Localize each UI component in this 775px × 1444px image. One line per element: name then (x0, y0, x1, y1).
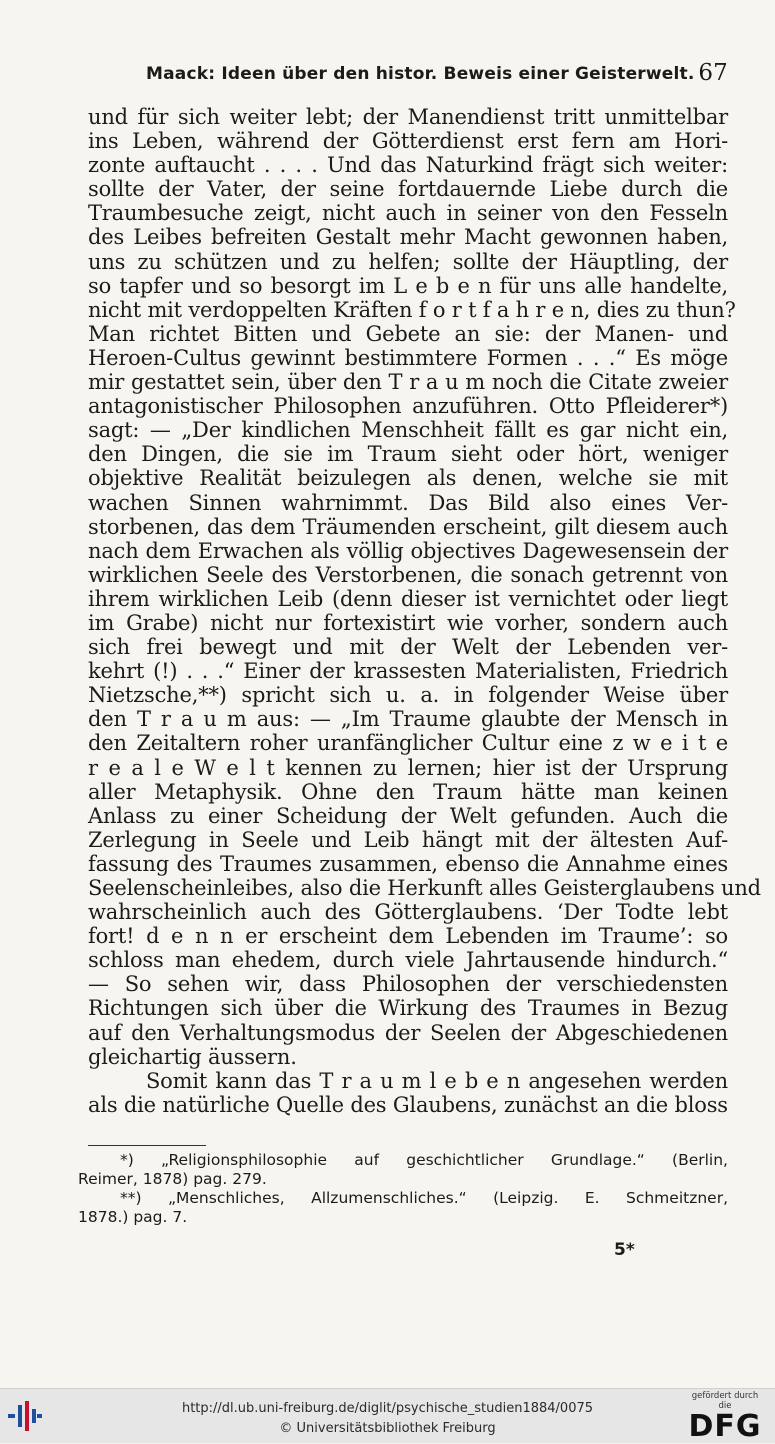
dfg-logo-text: DFG (688, 1409, 762, 1444)
text-line: Richtungen sich über die Wirkung des Traumes in Bezug (88, 996, 728, 1021)
footnote-line: 1878.) pag. 7. (78, 1208, 188, 1226)
dfg-logo (685, 1391, 765, 1444)
text-line: nach dem Erwachen als völlig objectives Dagewesensein der (88, 538, 728, 563)
text-line: wahrscheinlich auch des Götterglaubens. ‘Der Todte lebt (88, 900, 728, 925)
viewer-footer (0, 1388, 775, 1443)
dfg-tagline: gefördert durch die (691, 1391, 759, 1411)
text-line: r e a l e W e l t kennen zu lernen; hier ist der Ursprung (88, 755, 728, 780)
text-line: fassung des Traumes zusammen, ebenso die Annahme eines (88, 851, 728, 876)
text-line: antagonistischer Philosophen anzuführen. Otto Pfleiderer*) (88, 394, 728, 419)
text-line: Zerlegung in Seele und Leib hängt mit der ältesten Auf- (88, 827, 728, 852)
text-line: des Leibes befreiten Gestalt mehr Macht gewonnen haben, (88, 225, 728, 250)
text-line: nicht mit verdoppelten Kräften f o r t f a h r e n, dies zu thun? (88, 297, 736, 322)
running-title: Maack: Ideen über den histor. Beweis einer Geisterwelt. (146, 64, 695, 84)
permalink-url[interactable]: http://dl.ub.uni-freiburg.de/diglit/psychische_studien1884/0075 (181, 1401, 594, 1416)
running-header (88, 60, 728, 90)
text-line: storbenen, das dem Träumenden erscheint, gilt diesem auch (88, 514, 728, 539)
footnote-line: *) „Religionsphilosophie auf geschichtlicher Grundlage.“ (Berlin, (120, 1151, 728, 1169)
footnote-rule (88, 1145, 206, 1146)
text-line: so tapfer und so besorgt im L e b e n für uns alle handelte, (88, 273, 728, 298)
text-line: sich frei bewegt und mit der Welt der Lebenden ver- (88, 635, 728, 660)
text-line: wirklichen Seele des Verstorbenen, die sonach getrennt von (88, 562, 728, 587)
text-line: zonte auftaucht . . . . Und das Naturkind frägt sich weiter: (88, 153, 728, 178)
page-number: 67 (698, 60, 728, 86)
text-line: gleichartig äussern. (88, 1044, 297, 1069)
text-line: auf den Verhaltungsmodus der Seelen der Abgeschiedenen (88, 1020, 728, 1045)
text-line: aller Metaphysik. Ohne den Traum hätte man keinen (88, 779, 728, 804)
copyright-notice: © Universitätsbibliothek Freiburg (279, 1421, 496, 1436)
text-line: den Zeitaltern roher uranfänglicher Cultur eine z w e i t e (88, 731, 728, 756)
text-line: objektive Realität beizulegen als denen, welche sie mit (88, 466, 728, 491)
text-line: den T r a u m aus: — „Im Traume glaubte der Mensch in (88, 707, 728, 732)
text-line: Somit kann das T r a u m l e b e n angesehen werden (146, 1068, 728, 1093)
text-line: und für sich weiter lebt; der Manendienst tritt unmittelbar (88, 105, 728, 129)
footnotes (78, 1151, 728, 1227)
text-line: Traumbesuche zeigt, nicht auch in seiner von den Fesseln (88, 201, 728, 226)
text-line: als die natürliche Quelle des Glaubens, zunächst an die bloss (88, 1092, 728, 1117)
text-line: sagt: — „Der kindlichen Menschheit fällt es gar nicht ein, (88, 418, 728, 443)
text-line: im Grabe) nicht nur fortexistirt wie vorher, sondern auch (88, 610, 728, 635)
text-line: uns zu schützen und zu helfen; sollte der Häuptling, der (88, 249, 728, 274)
text-line: schloss man ehedem, durch viele Jahrtausende hindurch.“ (88, 948, 728, 973)
text-line: ins Leben, während der Götterdienst erst fern am Hori- (88, 129, 728, 154)
text-line: sollte der Vater, der seine fortdauernde Liebe durch die (88, 177, 728, 202)
text-line: fort! d e n n er erscheint dem Lebenden im Traume’: so (88, 924, 728, 949)
text-line: ihrem wirklichen Leib (denn dieser ist vernichtet oder liegt (88, 586, 728, 611)
text-line: kehrt (!) . . .“ Einer der krassesten Materialisten, Friedrich (88, 659, 728, 684)
text-line: mir gestattet sein, über den T r a u m noch die Citate zweier (88, 370, 728, 395)
text-line: Anlass zu einer Scheidung der Welt gefunden. Auch die (88, 803, 728, 828)
footnote-line: **) „Menschliches, Allzumenschliches.“ (Leipzig. E. Schmeitzner, (120, 1189, 728, 1207)
body-text (88, 105, 761, 1117)
footnote-line: Reimer, 1878) pag. 279. (78, 1170, 267, 1188)
text-line: Man richtet Bitten und Gebete an sie: der Manen- und (88, 321, 728, 346)
text-line: Heroen-Cultus gewinnt bestimmtere Formen . . .“ Es möge (88, 345, 728, 370)
text-line: wachen Sinnen wahrnimmt. Das Bild also eines Ver- (88, 490, 728, 515)
text-line: Seelenscheinleibes, also die Herkunft alles Geisterglaubens und (88, 876, 761, 900)
text-line: — So sehen wir, dass Philosophen der verschiedensten (88, 972, 728, 997)
text-line: den Dingen, die sie im Traum sieht oder hört, weniger (88, 442, 728, 467)
signature-mark: 5* (614, 1240, 635, 1260)
text-line: Nietzsche,**) spricht sich u. a. in folgender Weise über (88, 683, 728, 708)
